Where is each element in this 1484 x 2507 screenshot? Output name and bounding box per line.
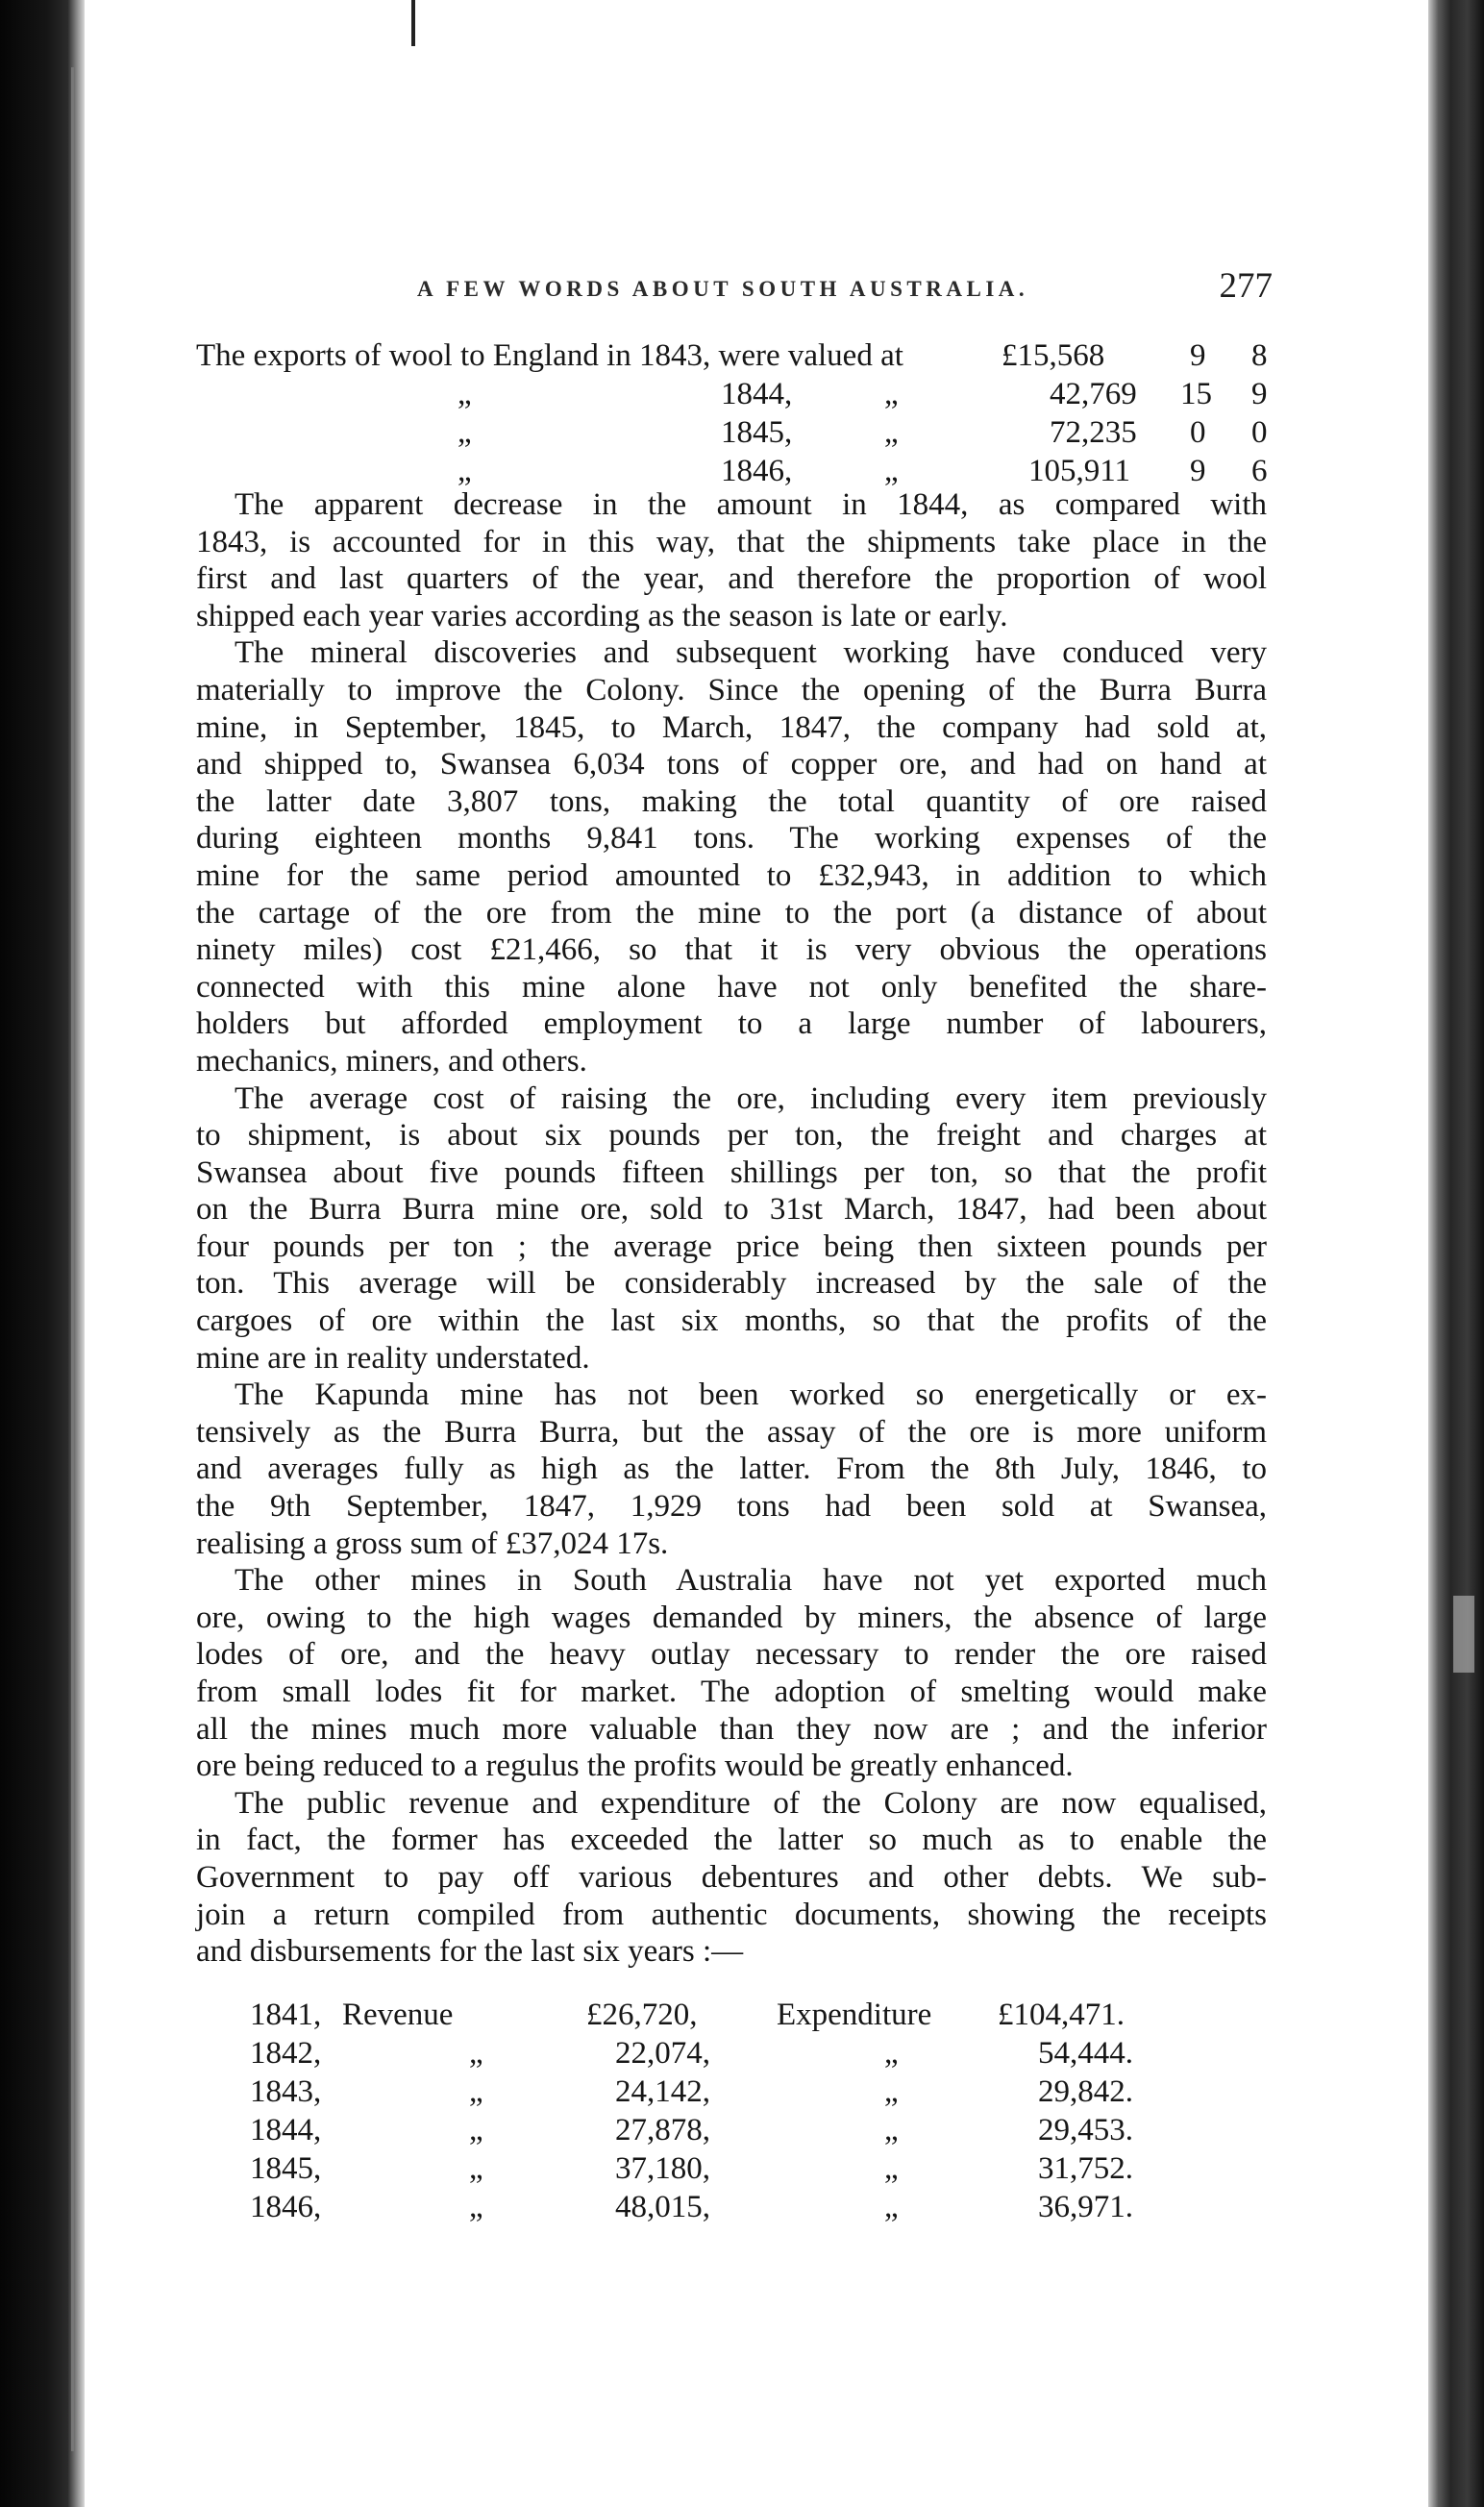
text-line: and disbursements for the last six years :— — [196, 1934, 744, 1970]
text-line: the 9th September, 1847, 1,929 tons had been sold at Swansea, — [196, 1489, 1267, 1525]
text-line: ton. This average will be considerably increased by the sale of the — [196, 1266, 1267, 1302]
table-row — [196, 375, 1267, 413]
text-line: in fact, the former has exceeded the latter so much as to enable the — [196, 1823, 1267, 1858]
wool-year: 1845, — [721, 415, 793, 450]
scan-artifact — [1453, 1596, 1474, 1673]
expenditure-value: 29,453. — [1038, 2113, 1133, 2147]
text-line: lodes of ore, and the heavy outlay necessary to render the ore raised — [196, 1637, 1267, 1673]
ditto-mark: „ — [458, 415, 472, 450]
text-line: The other mines in South Australia have not yet exported much — [235, 1563, 1267, 1599]
text-line: shipped each year varies according as the season is late or early. — [196, 598, 1008, 633]
wool-shillings: 0 — [1190, 415, 1206, 450]
expenditure-label: „ — [884, 2113, 899, 2147]
wool-pounds: £15,568 — [1002, 338, 1105, 373]
text-line: mine, in September, 1845, to March, 1847, the company had sold at, — [196, 709, 1267, 745]
table-row — [196, 336, 1267, 375]
expenditure-value: 36,971. — [1038, 2190, 1133, 2224]
revenue-value: £26,720, — [586, 1998, 698, 2032]
text-line: ore being reduced to a regulus the profits would be greatly enhanced. — [196, 1749, 1074, 1784]
text-line: to shipment, is about six pounds per ton, the freight and charges at — [196, 1118, 1267, 1154]
revenue-label: „ — [469, 2036, 483, 2071]
wool-exports-intro: The exports of wool to England in 1843, were valued at — [196, 338, 903, 373]
ditto-mark: „ — [884, 454, 899, 488]
expenditure-value: £104,471. — [998, 1998, 1125, 2032]
text-line: the cartage of the ore from the mine to the port (a distance of about — [196, 895, 1267, 931]
table-row — [196, 452, 1267, 490]
paragraph — [196, 1562, 1267, 1785]
text-line: all the mines much more valuable than they now are ; and the inferior — [196, 1711, 1267, 1747]
paragraph — [196, 634, 1267, 1080]
running-head: A FEW WORDS ABOUT SOUTH AUSTRALIA. — [417, 277, 1029, 301]
expenditure-label: Expenditure — [777, 1998, 932, 2032]
text-line: The mineral discoveries and subsequent working have conduced very — [235, 635, 1267, 671]
text-line: Government to pay off various debentures and other debts. We sub- — [196, 1859, 1267, 1895]
text-line: first and last quarters of the year, and therefore the proportion of wool — [196, 561, 1267, 597]
expenditure-value: 54,444. — [1038, 2036, 1133, 2071]
text-line: from small lodes fit for market. The adoption of smelting would make — [196, 1675, 1267, 1709]
ditto-mark: „ — [458, 454, 472, 488]
text-line: mine for the same period amounted to £32,943, in addition to which — [196, 857, 1267, 893]
expenditure-label: „ — [884, 2036, 899, 2071]
expenditure-value: 31,752. — [1038, 2151, 1133, 2186]
text-line: cargoes of ore within the last six months, so that the profits of the — [196, 1303, 1267, 1339]
revenue-value: 24,142, — [615, 2074, 710, 2109]
revenue-value: 37,180, — [615, 2151, 710, 2186]
table-row — [250, 2111, 1173, 2149]
text-line: The public revenue and expenditure of the Colony are now equalised, — [235, 1785, 1267, 1821]
text-line: connected with this mine alone have not only benefited the share- — [196, 969, 1267, 1005]
revenue-label: Revenue — [342, 1998, 454, 2032]
text-line: holders but afforded employment to a large number of labourers, — [196, 1006, 1267, 1042]
ditto-mark: „ — [884, 415, 899, 450]
wool-pence: 9 — [1251, 377, 1268, 411]
wool-pence: 6 — [1251, 454, 1268, 488]
revenue-value: 22,074, — [615, 2036, 710, 2071]
text-line: four pounds per ton ; the average price being then sixteen pounds per — [196, 1229, 1267, 1264]
scan-edge-left — [0, 0, 85, 2507]
page-number: 277 — [1219, 266, 1273, 306]
binding-line — [71, 67, 74, 2451]
text-line: join a return compiled from authentic documents, showing the receipts — [196, 1897, 1267, 1932]
year-cell: 1846, — [250, 2190, 322, 2224]
table-row — [250, 2188, 1173, 2226]
wool-pounds: 42,769 — [1050, 377, 1137, 411]
table-row — [250, 1996, 1173, 2034]
wool-year: 1846, — [721, 454, 793, 488]
text-line: ore, owing to the high wages demanded by miners, the absence of large — [196, 1600, 1267, 1635]
paragraph — [196, 1377, 1267, 1562]
wool-shillings: 15 — [1180, 377, 1212, 411]
year-cell: 1844, — [250, 2113, 322, 2147]
page-header — [404, 266, 1273, 315]
scan-edge-right — [1428, 0, 1484, 2507]
table-row — [250, 2034, 1173, 2073]
table-row — [250, 2149, 1173, 2188]
year-cell: 1843, — [250, 2074, 322, 2109]
text-line: realising a gross sum of £37,024 17s. — [196, 1526, 669, 1561]
body-paragraphs — [196, 486, 1267, 1971]
wool-pence: 8 — [1251, 338, 1268, 373]
table-row — [196, 413, 1267, 452]
expenditure-value: 29,842. — [1038, 2074, 1133, 2109]
text-line: 1843, is accounted for in this way, that the shipments take place in the — [196, 524, 1267, 559]
expenditure-label: „ — [884, 2190, 899, 2224]
scan-artifact — [411, 0, 415, 46]
text-line: mechanics, miners, and others. — [196, 1043, 587, 1079]
text-line: The Kapunda mine has not been worked so energetically or ex- — [235, 1378, 1267, 1413]
text-line: on the Burra Burra mine ore, sold to 31st March, 1847, had been about — [196, 1192, 1267, 1228]
text-line: The average cost of raising the ore, including every item previously — [235, 1080, 1267, 1116]
wool-pounds: 72,235 — [1050, 415, 1137, 450]
text-line: the latter date 3,807 tons, making the total quantity of ore raised — [196, 783, 1267, 819]
text-line: The apparent decrease in the amount in 1844, as compared with — [235, 487, 1267, 522]
revenue-label: „ — [469, 2190, 483, 2224]
text-line: during eighteen months 9,841 tons. The working expenses of the — [196, 821, 1267, 856]
expenditure-label: „ — [884, 2151, 899, 2186]
revenue-table — [250, 1996, 1173, 2226]
wool-shillings: 9 — [1190, 338, 1206, 373]
paragraph — [196, 1080, 1267, 1378]
paragraph — [196, 486, 1267, 634]
paragraph — [196, 1785, 1267, 1971]
wool-exports-table — [196, 336, 1267, 490]
text-line: Swansea about five pounds fifteen shillings per ton, so that the profit — [196, 1154, 1267, 1190]
page-body — [196, 336, 1267, 1971]
ditto-mark: „ — [884, 377, 899, 411]
year-cell: 1841, — [250, 1998, 322, 2032]
text-line: and shipped to, Swansea 6,034 tons of copper ore, and had on hand at — [196, 747, 1267, 782]
wool-pence: 0 — [1251, 415, 1268, 450]
revenue-label: „ — [469, 2151, 483, 2186]
text-line: tensively as the Burra Burra, but the assay of the ore is more uniform — [196, 1414, 1267, 1450]
wool-year: 1844, — [721, 377, 793, 411]
revenue-value: 48,015, — [615, 2190, 710, 2224]
wool-pounds: 105,911 — [1028, 454, 1131, 488]
ditto-mark: „ — [458, 377, 472, 411]
expenditure-label: „ — [884, 2074, 899, 2109]
revenue-label: „ — [469, 2113, 483, 2147]
text-line: ninety miles) cost £21,466, so that it is very obvious the operations — [196, 932, 1267, 968]
revenue-value: 27,878, — [615, 2113, 710, 2147]
wool-shillings: 9 — [1190, 454, 1206, 488]
year-cell: 1845, — [250, 2151, 322, 2186]
text-line: and averages fully as high as the latter. From the 8th July, 1846, to — [196, 1452, 1267, 1487]
text-line: materially to improve the Colony. Since the opening of the Burra Burra — [196, 672, 1267, 707]
year-cell: 1842, — [250, 2036, 322, 2071]
revenue-label: „ — [469, 2074, 483, 2109]
text-line: mine are in reality understated. — [196, 1340, 590, 1376]
table-row — [250, 2073, 1173, 2111]
